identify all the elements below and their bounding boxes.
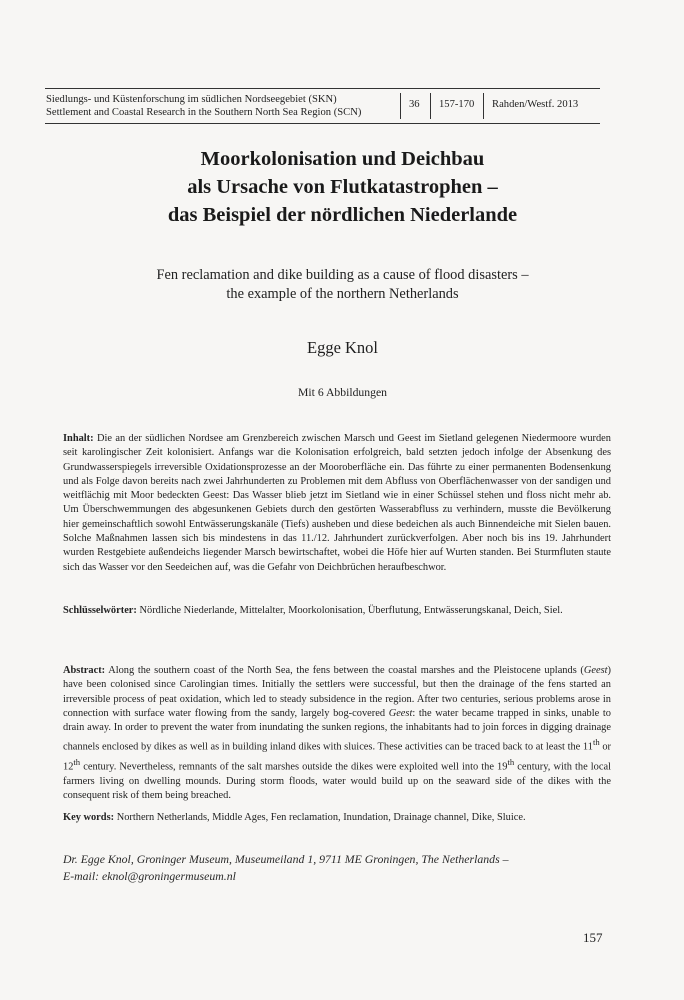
contact-email[interactable]: E-mail: eknol@groningermuseum.nl (63, 868, 236, 883)
abstract-text: century. Nevertheless, remnants of the salt marshes outside the dikes were exploited well into the 19 (80, 761, 508, 773)
keywords-label: Key words: (63, 812, 115, 823)
abstract-text: ) have been colonised since Carolingian times. Initially the settlers were successful, but then the drainage of the fens started an irreversible process of peat oxidation, which led to steady subsidence in the region. After two centuries, serious problems arose in connection with surface water flowing from the sandy, largely bog-covered (63, 665, 611, 719)
article-title (60, 145, 625, 229)
header-rule-top (45, 88, 600, 89)
abstract-text: : the water became trapped in sinks, unable to drain away. In order to prevent the water from inundating the sunken regions, the inhabitants had to join forces in digging drainage channels enclosed by dikes as well as in building inland dikes with sluices. These activities can be traced back to at least the 11 (63, 707, 611, 753)
schluesselwoerter-paragraph (63, 604, 611, 618)
header-separator (400, 93, 401, 119)
abstract-text: Along the southern coast of the North Sea, the fens between the coastal marshes and the Pleistocene uplands ( (108, 665, 584, 676)
journal-name (46, 93, 401, 119)
contact-address: Dr. Egge Knol, Groninger Museum, Museumeiland 1, 9711 ME Groningen, The Netherlands – (63, 852, 509, 866)
figures-note: Mit 6 Abbildungen (298, 386, 387, 399)
header-separator (483, 93, 484, 119)
ordinal-suffix: th (73, 757, 81, 768)
subtitle-line: Fen reclamation and dike building as a cause of flood disasters – (156, 267, 529, 283)
title-line: als Ursache von Flutkatastrophen – (187, 176, 498, 198)
schluesselwoerter-label: Schlüsselwörter: (63, 605, 137, 616)
title-line: das Beispiel der nördlichen Niederlande (167, 204, 518, 226)
header-separator (430, 93, 431, 119)
schluesselwoerter-text: Nördliche Niederlande, Mittelalter, Moorkolonisation, Überflutung, Entwässerungskanal, Deich, Siel. (139, 605, 563, 616)
author-contact (63, 851, 623, 884)
keywords-text: Northern Netherlands, Middle Ages, Fen reclamation, Inundation, Drainage channel, Dike, Sluice. (116, 812, 526, 823)
ordinal-suffix: th (507, 757, 515, 768)
article-subtitle (60, 266, 625, 304)
author-name: Egge Knol (306, 338, 379, 357)
page-range: 157-170 (439, 99, 475, 110)
inhalt-label: Inhalt: (63, 433, 94, 444)
inhalt-text: Die an der südlichen Nordsee am Grenzbereich zwischen Marsch und Geest im Sietland gelegenen Niedermoore wurden seit karolingischer Zeit kolonisiert. Anfangs war die Kolonisation erfolgreich, bald setzten jedoch infolge der Absenkung des Grundwasserspiegels irreversible Oxidationsprozesse an der Mooroberfläche ein. Das führte zu einer permanenten Bodensenkung und als Folge davon bereits nach zwei Jahrhunderten zu Problemen mit dem Abfluss von Oberflächenwasser von der sandigen und weitflächig mit Moor bedeckten Geest: Das Wasser blieb jetzt im Sietland wie in einer Schüssel stehen und floss nicht mehr ab. Um Überschwemmungen des abgesunkenen Gebiets durch den gestörten Wasserabfluss zu verhindern, musste die Bevölkerung hier gemeinschaftlich sowohl Entwässerungskanäle (Tiefs) ausheben und diese bedeichen als auch Binnendeiche mit Sielen bauen. Solche Maßnahmen lassen sich bis mindestens in das 11./12. Jahrhundert zurückverfolgen. Aber noch bis ins 19. Jahrhundert wurden Restgebiete außendeichs liegender Marsch bewirtschaftet, wobei die Höfe hier auf Wurten standen. Bei Sturmfluten staute sich das Wasser vor den Seedeichen auf, was die Gefahr von Deichbrüchen heraufbeschwor. (63, 433, 611, 573)
abstract-geest: Geest (583, 665, 608, 676)
place-year: Rahden/Westf. 2013 (492, 99, 579, 110)
page-number: 157 (583, 930, 603, 945)
keywords-paragraph (63, 811, 611, 825)
abstract-text: or 12 (63, 741, 611, 773)
abstract-geest: Geest (388, 707, 413, 719)
journal-name-de: Siedlungs- und Küstenforschung im südlichen Nordseegebiet (SKN) (46, 94, 337, 105)
abstract-text: century, with the local farmers living on dwelling mounds. During storm floods, water would build up on the seaward side of the dikes with the consequent risk of them being breached. (63, 761, 611, 802)
abstract-label: Abstract: (63, 665, 106, 676)
ordinal-suffix: th (592, 737, 600, 748)
volume-number: 36 (409, 99, 420, 110)
title-line: Moorkolonisation und Deichbau (200, 148, 485, 170)
journal-name-en: Settlement and Coastal Research in the Southern North Sea Region (SCN) (46, 107, 362, 118)
subtitle-line: the example of the northern Netherlands (226, 286, 459, 302)
inhalt-paragraph (63, 432, 611, 575)
abstract-paragraph (63, 664, 611, 804)
header-rule-bottom (45, 123, 600, 124)
